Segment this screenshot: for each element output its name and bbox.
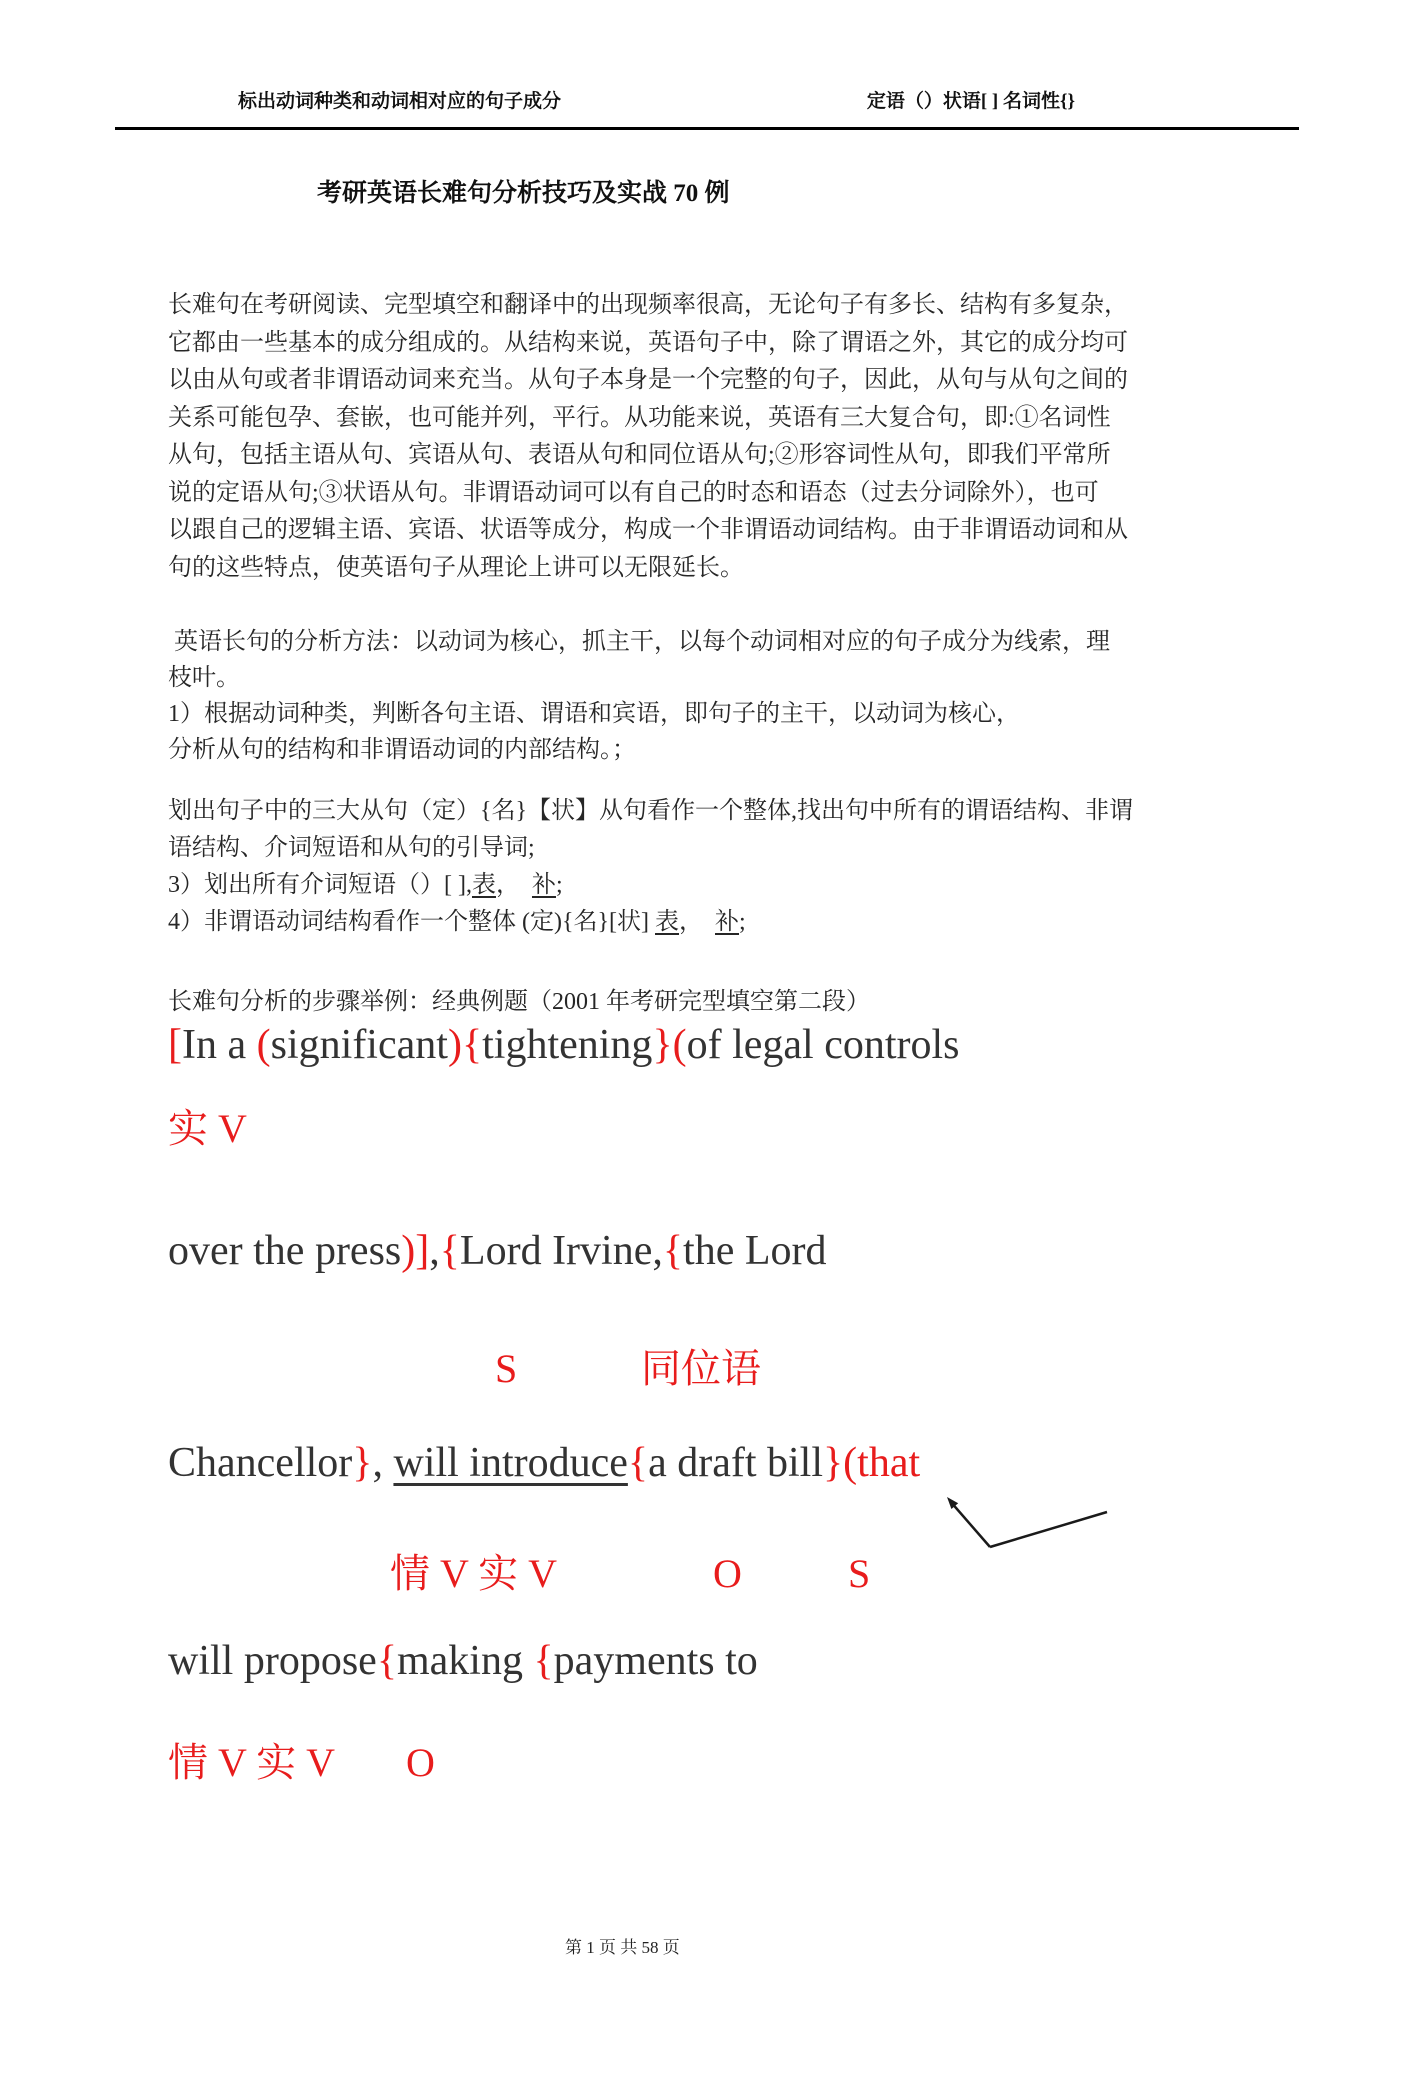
sentence-line: will propose{making {payments to: [168, 1638, 758, 1684]
step-line: 3）划出所有介词短语（）[ ],表， 补;: [168, 872, 563, 898]
step-line: 语结构、介词短语和从句的引导词;: [168, 835, 535, 861]
verb-type-annotation: 实 V: [168, 1106, 247, 1151]
annotated-sentence: [168, 1021, 1250, 1841]
object-annotation: O: [406, 1740, 435, 1785]
header-legend: 定语（）状语[ ] 名词性{}: [866, 91, 1075, 112]
page-number: 第 1 页 共 58 页: [565, 1938, 680, 1957]
object-annotation: O: [713, 1551, 742, 1596]
method-line: 1）根据动词种类，判断各句主语、谓语和宾语，即句子的主干，以动词为核心，: [168, 701, 1020, 727]
subject-annotation: S: [848, 1551, 871, 1596]
intro-line: 关系可能包孕、套嵌，也可能并列，平行。从功能来说，英语有三大复合句，即:①名词性: [168, 404, 1111, 431]
grammar-annotation-row: [168, 1739, 1250, 1789]
subject-annotation: S: [495, 1346, 518, 1391]
intro-line: 从句，包括主语从句、宾语从句、表语从句和同位语从句;②形容词性从句，即我们平常所: [168, 442, 1111, 468]
document-title: 考研英语长难句分析技巧及实战 70 例: [317, 180, 730, 207]
method-line: 分析从句的结构和非谓语动词的内部结构。；: [168, 737, 636, 763]
grammar-annotation-row: [168, 1550, 1250, 1600]
document-body: [168, 176, 1250, 1958]
intro-line: 说的定语从句;③状语从句。非谓语动词可以有自己的时态和语态（过去分词除外），也可: [168, 479, 1099, 506]
sentence-line: over the press)],{Lord Irvine,{the Lord: [168, 1228, 827, 1274]
intro-line: 长难句在考研阅读、完型填空和翻译中的出现频率很高，无论句子有多长、结构有多复杂，: [168, 292, 1128, 318]
intro-line: 以由从句或者非谓语动词来充当。从句子本身是一个完整的句子，因此，从句与从句之间的: [168, 367, 1128, 393]
header-instruction: 标出动词种类和动词相对应的句子成分: [238, 91, 562, 112]
step-line: 4）非谓语动词结构看作一个整体 (定){名}[状] 表， 补;: [168, 909, 746, 935]
intro-line: 以跟自己的逻辑主语、宾语、状语等成分，构成一个非谓语动词结构。由于非谓语动词和从: [168, 517, 1128, 543]
intro-line: 它都由一些基本的成分组成的。从结构来说，英语句子中，除了谓语之外，其它的成分均可: [168, 329, 1128, 356]
grammar-annotation-row: [168, 1345, 1250, 1395]
sentence-line: [In a (significant){tightening}(of legal controls: [168, 1022, 960, 1068]
intro-paragraph: [168, 287, 1250, 587]
method-line: 英语长句的分析方法：以动词为核心，抓主干，以每个动词相对应的句子成分为线索，理: [168, 629, 1110, 655]
verb-type-annotation: 情 V 实 V: [168, 1740, 336, 1785]
method-line: 枝叶。: [168, 665, 240, 691]
intro-line: 句的这些特点，使英语句子从理论上讲可以无限延长。: [168, 554, 744, 581]
that-antecedent-arrow: [938, 1489, 1123, 1559]
steps-paragraph: [168, 793, 1250, 941]
apposition-annotation: 同位语: [641, 1346, 761, 1391]
example-caption: 长难句分析的步骤举例：经典例题（2001 年考研完型填空第二段）: [168, 989, 870, 1015]
verb-type-annotation: 情 V 实 V: [390, 1551, 558, 1596]
sentence-line: Chancellor}, will introduce{a draft bill}(that: [168, 1440, 921, 1486]
page-header: [115, 86, 1299, 130]
step-line: 划出句子中的三大从句（定）{名}【状】从句看作一个整体,找出句中所有的谓语结构、非谓: [168, 798, 1134, 824]
method-paragraph: [168, 624, 1250, 768]
